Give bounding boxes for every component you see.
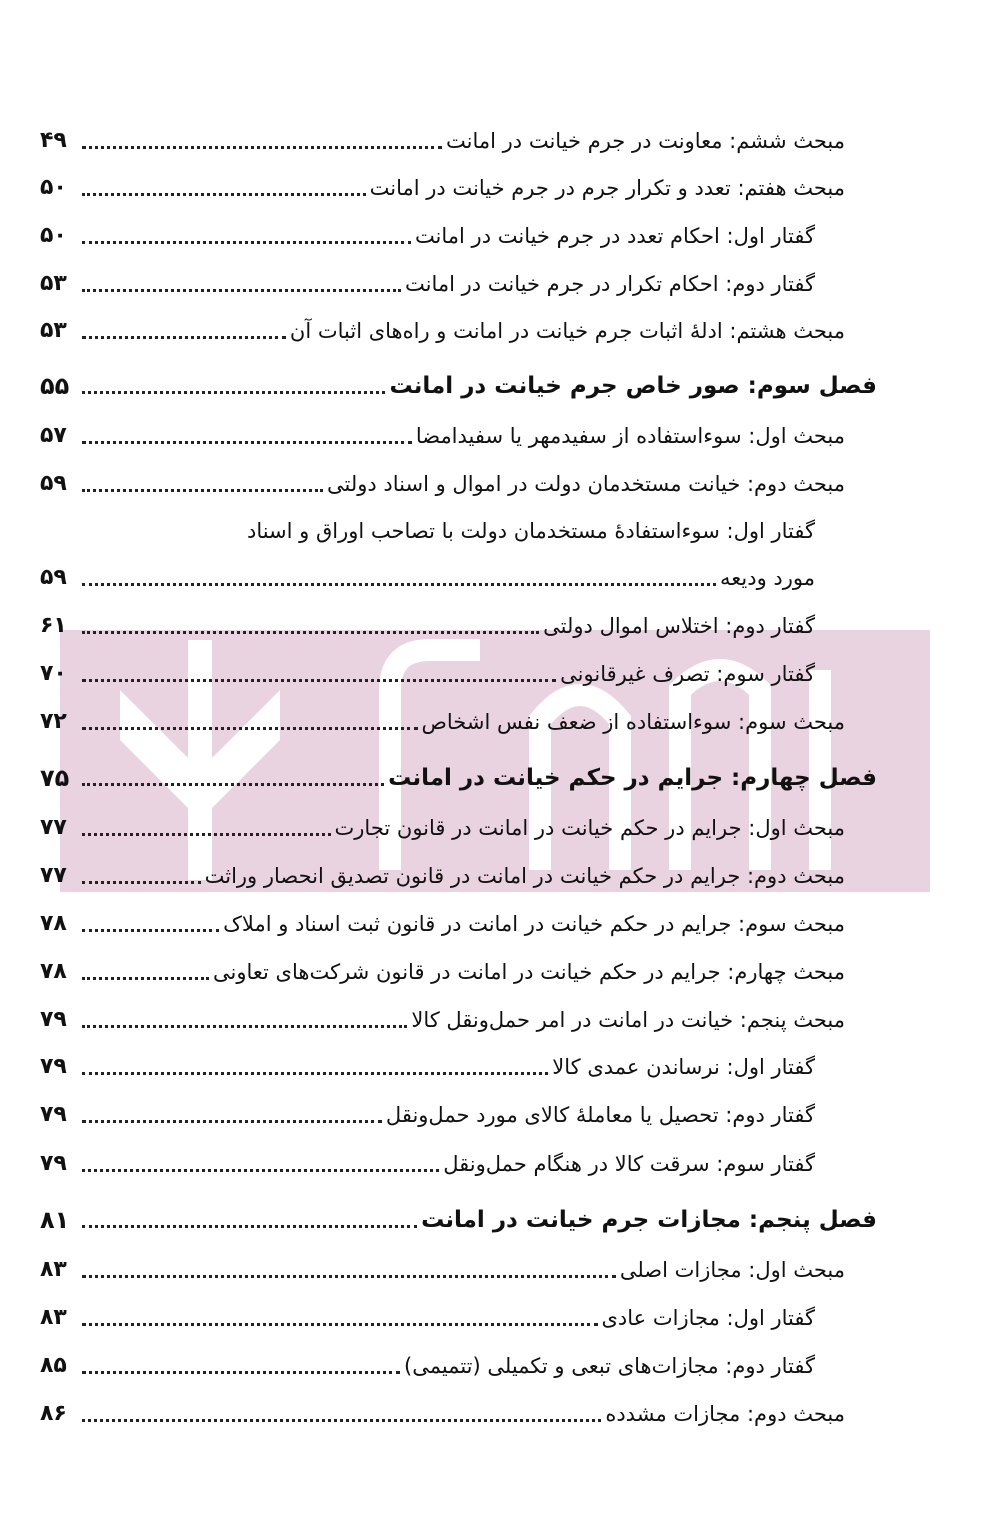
dot-leader <box>82 583 716 586</box>
entry-title: مبحث سوم: جرایم در حکم خیانت در امانت در قانون ثبت اسناد و املاک <box>223 912 845 936</box>
page-number: ۵۷ <box>40 423 67 448</box>
page-number: ۸۶ <box>40 1401 67 1426</box>
toc-entry <box>40 505 815 545</box>
page-number: ۷۸ <box>40 911 67 936</box>
page-number: ۷۹ <box>40 1102 67 1127</box>
dot-leader <box>82 881 201 884</box>
page-number: ۷۹ <box>40 1151 67 1176</box>
page-number: ۷۹ <box>40 1054 67 1079</box>
entry-title: گفتار سوم: تصرف غیرقانونی <box>560 662 815 686</box>
dot-leader <box>82 727 418 730</box>
dot-leader <box>82 441 412 444</box>
dot-leader <box>82 489 323 492</box>
entry-title: گفتار دوم: احکام تکرار در جرم خیانت در امانت <box>405 272 815 296</box>
entry-title: گفتار اول: نرساندن عمدی کالا <box>552 1055 815 1079</box>
toc-entry <box>40 410 845 450</box>
toc-entry <box>40 210 815 250</box>
entry-title: مبحث هفتم: تعدد و تکرار جرم در جرم خیانت در امانت <box>369 176 845 200</box>
dot-leader <box>82 336 286 339</box>
page-number: ۷۷ <box>40 863 67 888</box>
dot-leader <box>82 146 442 149</box>
entry-title: مبحث اول: مجازات اصلی <box>619 1258 845 1282</box>
entry-title: گفتار سوم: سرقت کالا در هنگام حمل‌ونقل <box>443 1152 815 1176</box>
page-number: ۵۰ <box>40 175 67 200</box>
page-number: ۶۱ <box>40 613 67 638</box>
dot-leader <box>82 929 219 932</box>
entry-title: مبحث دوم: جرایم در حکم خیانت در امانت در قانون تصدیق انحصار وراثت <box>204 864 845 888</box>
dot-leader <box>82 391 385 394</box>
toc-entry <box>40 1340 815 1380</box>
toc-entry <box>40 305 845 345</box>
page-number: ۵۳ <box>40 318 67 343</box>
dot-leader <box>82 1120 382 1123</box>
toc-entry <box>40 552 815 592</box>
toc-entry <box>40 752 877 792</box>
dot-leader <box>82 241 411 244</box>
page-number: ۸۱ <box>40 1206 70 1234</box>
toc-entry <box>40 802 845 842</box>
dot-leader <box>82 679 556 682</box>
page-number: ۷۵ <box>40 764 70 792</box>
dot-leader <box>82 1025 407 1028</box>
page-number: ۷۰ <box>40 661 67 686</box>
dot-leader <box>82 1275 616 1278</box>
dot-leader <box>82 783 384 786</box>
toc-entry <box>40 600 815 640</box>
dot-leader <box>82 193 366 196</box>
dot-leader <box>82 1169 439 1172</box>
entry-title: مبحث پنجم: خیانت در امانت در امر حمل‌ونقل کالا <box>411 1008 845 1032</box>
toc-entry <box>40 994 845 1034</box>
dot-leader <box>82 833 331 836</box>
entry-title: گفتار اول: مجازات عادی <box>601 1306 815 1330</box>
entry-title: مبحث اول: جرایم در حکم خیانت در امانت در قانون تجارت <box>334 816 845 840</box>
toc-entry <box>40 1089 815 1129</box>
page-number: ۷۹ <box>40 1007 67 1032</box>
dot-leader <box>82 1419 601 1422</box>
dot-leader <box>82 631 539 634</box>
toc-entry <box>40 115 845 155</box>
entry-title: گفتار دوم: اختلاس اموال دولتی <box>543 614 815 638</box>
page-number: ۵۹ <box>40 565 67 590</box>
page-number: ۷۷ <box>40 815 67 840</box>
entry-title: مورد ودیعه <box>720 566 815 590</box>
toc-entry <box>40 1244 845 1284</box>
toc-entry <box>40 162 845 202</box>
toc-entry <box>40 648 815 688</box>
entry-title: مبحث چهارم: جرایم در حکم خیانت در امانت در قانون شرکت‌های تعاونی <box>213 960 845 984</box>
toc-entry <box>40 946 845 986</box>
entry-title: گفتار اول: سوءاستفادهٔ مستخدمان دولت با تصاحب اوراق و اسناد <box>246 519 815 543</box>
toc-entry <box>40 850 845 890</box>
toc-entry <box>40 258 815 298</box>
toc-entry <box>40 1138 815 1178</box>
page-number: ۸۳ <box>40 1305 67 1330</box>
entry-title: مبحث دوم: مجازات مشدده <box>605 1402 845 1426</box>
toc-entry <box>40 1194 877 1234</box>
dot-leader <box>82 1323 598 1326</box>
entry-title: مبحث سوم: سوءاستفاده از ضعف نفس اشخاص <box>421 710 845 734</box>
dot-leader <box>82 1072 548 1075</box>
entry-title: گفتار اول: احکام تعدد در جرم خیانت در امانت <box>414 224 815 248</box>
toc-entry <box>40 1292 815 1332</box>
toc-entry <box>40 1388 845 1428</box>
entry-title: فصل چهارم: جرایم در حکم خیانت در امانت <box>388 765 877 791</box>
page-number: ۸۳ <box>40 1257 67 1282</box>
page-number: ۵۵ <box>40 372 70 400</box>
toc-entry <box>40 696 845 736</box>
dot-leader <box>82 1225 417 1228</box>
dot-leader <box>82 977 209 980</box>
entry-title: مبحث دوم: خیانت مستخدمان دولت در اموال و اسناد دولتی <box>327 472 845 496</box>
entry-title: گفتار دوم: مجازات‌های تبعی و تکمیلی (تتمیمی) <box>404 1354 815 1378</box>
page-number: ۵۳ <box>40 271 67 296</box>
entry-title: مبحث اول: سوءاستفاده از سفیدمهر یا سفیدامضا <box>415 424 845 448</box>
entry-title: گفتار دوم: تحصیل یا معاملهٔ کالای مورد حمل‌ونقل <box>385 1103 815 1127</box>
toc-entry <box>40 458 845 498</box>
page-number: ۷۸ <box>40 959 67 984</box>
entry-title: فصل سوم: صور خاص جرم خیانت در امانت <box>389 373 877 399</box>
toc-entry <box>40 360 877 400</box>
dot-leader <box>82 289 401 292</box>
page-number: ۵۰ <box>40 223 67 248</box>
page-number: ۷۲ <box>40 709 67 734</box>
toc-entry <box>40 898 845 938</box>
dot-leader <box>82 1371 400 1374</box>
toc-entry <box>40 1041 815 1081</box>
page-number: ۸۵ <box>40 1353 67 1378</box>
entry-title: فصل پنجم: مجازات جرم خیانت در امانت <box>421 1207 877 1233</box>
entry-title: مبحث هشتم: ادلهٔ اثبات جرم خیانت در امانت و راه‌های اثبات آن <box>289 319 845 343</box>
page-number: ۵۹ <box>40 471 67 496</box>
page-number: ۴۹ <box>40 128 67 153</box>
entry-title: مبحث ششم: معاونت در جرم خیانت در امانت <box>446 129 845 153</box>
